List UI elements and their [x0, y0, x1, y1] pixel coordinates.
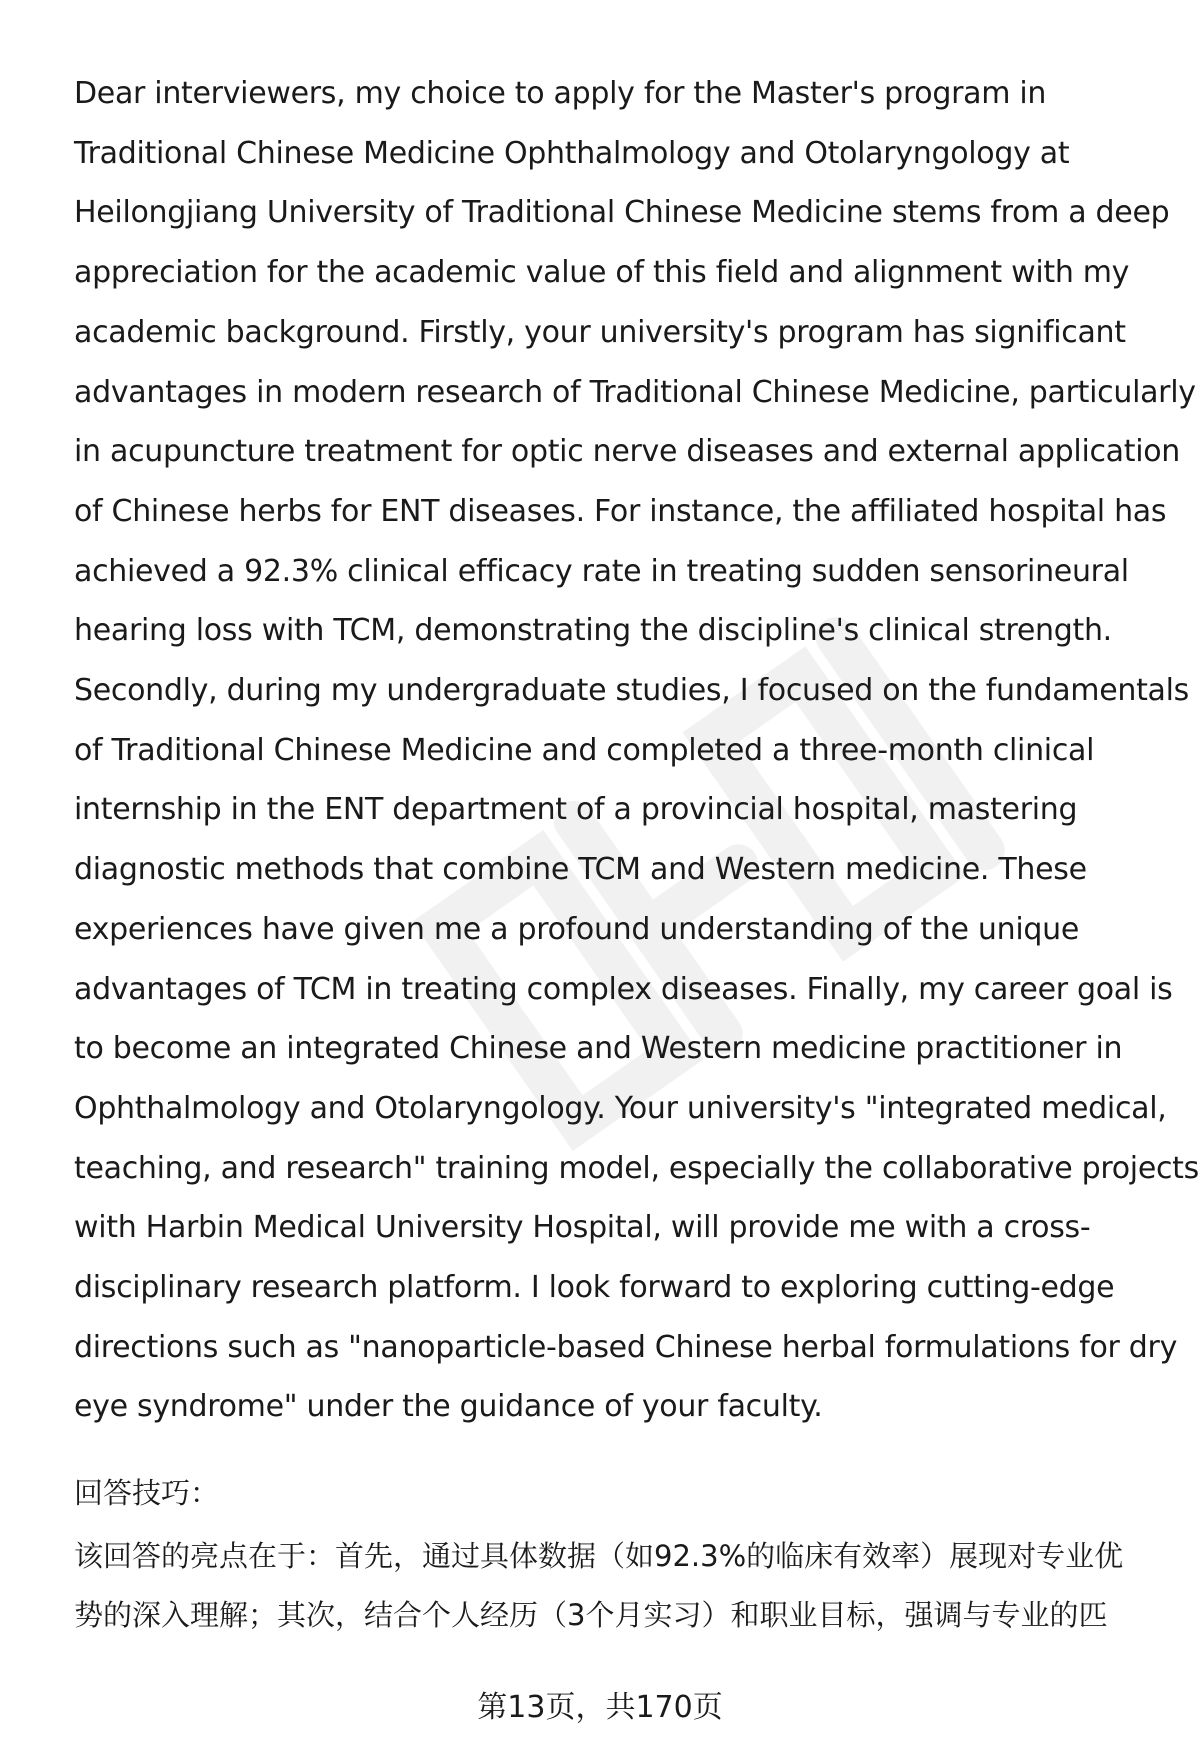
- answer-line: academic background. Firstly, your university's program has significant: [74, 314, 1126, 350]
- answer-line: appreciation for the academic value of this field and alignment with my: [74, 255, 1130, 291]
- answer-line: advantages of TCM in treating complex diseases. Finally, my career goal is: [74, 971, 1173, 1007]
- answer-line: with Harbin Medical University Hospital, will provide me with a cross-: [74, 1210, 1091, 1246]
- answer-line: teaching, and research" training model, especially the collaborative projects: [74, 1150, 1199, 1186]
- answer-line: Dear interviewers, my choice to apply for the Master's program in: [74, 76, 1047, 111]
- answer-line: eye syndrome" under the guidance of your faculty.: [74, 1389, 823, 1425]
- tips-line: 势的深入理解；其次，结合个人经历（3个月实习）和职业目标，强调与专业的匹: [74, 1598, 1108, 1632]
- answer-line: diagnostic methods that combine TCM and Western medicine. These: [74, 852, 1087, 888]
- tips-paragraph: [74, 1527, 1174, 1645]
- answer-line: experiences have given me a profound understanding of the unique: [74, 911, 1079, 947]
- answer-paragraph: [74, 64, 1199, 1437]
- answer-line: to become an integrated Chinese and Western medicine practitioner in: [74, 1031, 1123, 1067]
- page-number: 第13页，共170页: [477, 1690, 723, 1725]
- answer-line: disciplinary research platform. I look forward to exploring cutting-edge: [74, 1270, 1115, 1306]
- answer-line: Secondly, during my undergraduate studies, I focused on the fundamentals: [74, 673, 1190, 709]
- answer-line: Ophthalmology and Otolaryngology. Your university's "integrated medical,: [74, 1090, 1167, 1126]
- answer-line: internship in the ENT department of a provincial hospital, mastering: [74, 792, 1078, 828]
- answer-line: directions such as "nanoparticle-based Chinese herbal formulations for dry: [74, 1329, 1178, 1365]
- answer-line: achieved a 92.3% clinical efficacy rate in treating sudden sensorineural: [74, 553, 1129, 589]
- answer-line: in acupuncture treatment for optic nerve diseases and external application: [74, 434, 1181, 470]
- answer-line: Heilongjiang University of Traditional Chinese Medicine stems from a deep: [74, 195, 1170, 231]
- tips-heading: 回答技巧：: [74, 1476, 220, 1510]
- tips-line: 该回答的亮点在于：首先，通过具体数据（如92.3%的临床有效率）展现对专业优: [74, 1539, 1124, 1573]
- answer-line: of Traditional Chinese Medicine and completed a three-month clinical: [74, 732, 1095, 768]
- answer-line: hearing loss with TCM, demonstrating the discipline's clinical strength.: [74, 613, 1112, 649]
- answer-line: of Chinese herbs for ENT diseases. For instance, the affiliated hospital has: [74, 493, 1167, 529]
- answer-line: advantages in modern research of Traditional Chinese Medicine, particularly: [74, 374, 1196, 410]
- answer-line: Traditional Chinese Medicine Ophthalmology and Otolaryngology at: [74, 135, 1070, 171]
